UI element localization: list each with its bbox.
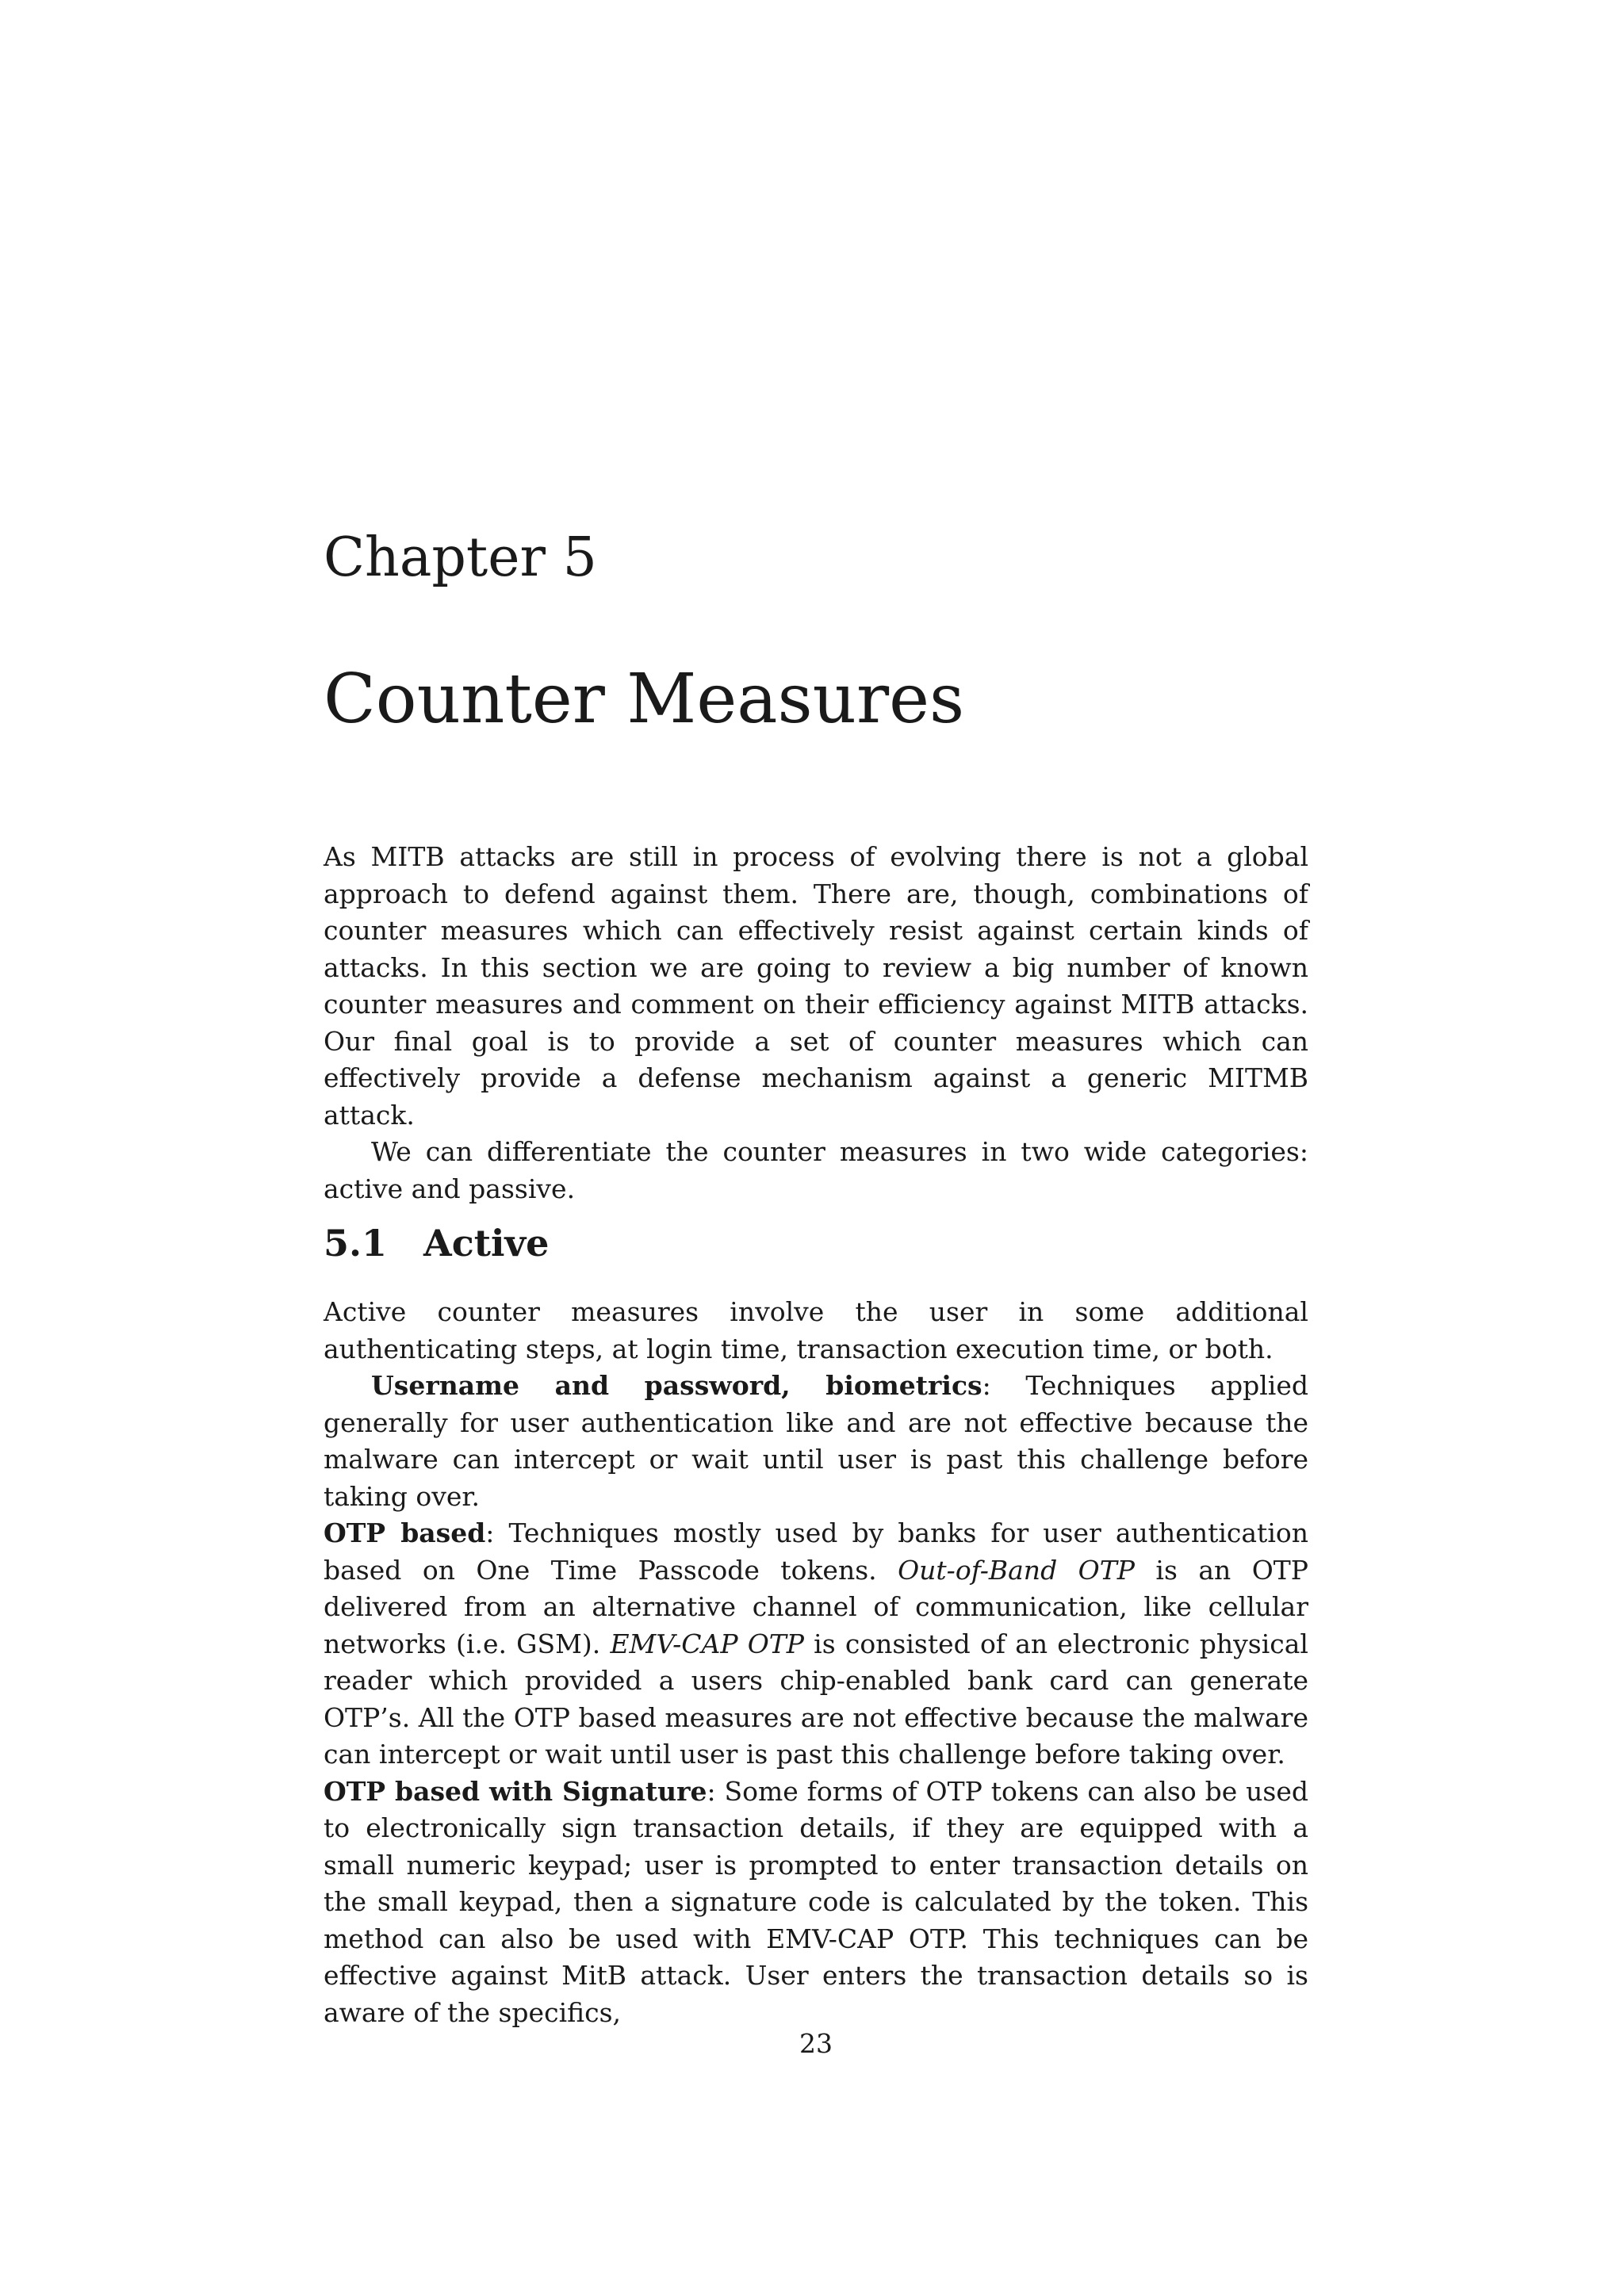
chapter-label: Chapter 5 [324, 526, 597, 589]
otp-term: OTP based [324, 1517, 486, 1548]
intro-paragraph: We can differentiate the counter measures in two wide categories: active and passive. [324, 1136, 1308, 1204]
signature-paragraph [324, 1774, 1308, 2032]
active-intro-paragraph: Active counter measures involve the user in some additional authenticating steps, at login time, transaction execution time, or both. [324, 1296, 1308, 1364]
active-section-body [324, 1294, 1308, 2031]
otp-text: is consisted of an electronic physical reader which provided a users chip-enabled bank card can generate OTP’s. All the OTP based measures are not effective because the malware can intercept or wait until user is past this challenge before taking over. [324, 1628, 1308, 1770]
otp-oob-term: Out-of-Band OTP [898, 1554, 1135, 1586]
section-title: Active [423, 1222, 550, 1265]
username-text: : Techniques applied generally for user authentication like and are not effective because the malware can intercept or wait until user is past this challenge before taking over. [324, 1370, 1308, 1512]
intro-paragraph: As MITB attacks are still in process of evolving there is not a global approach to defend against them. There are, though, combinations of counter measures which can effectively resist against certain kinds of attacks. In this section we are going to review a big number of known counter measures and comment on their efficiency against MITB attacks. Our final goal is to provide a set of counter measures which can effectively provide a defense mechanism against a generic MITMB attack. [324, 841, 1308, 1131]
section-heading [324, 1219, 549, 1267]
signature-term: OTP based with Signature [324, 1775, 707, 1807]
otp-text: : Techniques mostly used by banks for user authentication based on One Time Passcode tokens. [324, 1517, 1308, 1586]
document-page [324, 0, 1308, 2296]
otp-paragraph [324, 1515, 1308, 1774]
otp-text: is an OTP delivered from an alternative channel of communication, like cellular networks (i.e. GSM). [324, 1554, 1308, 1659]
chapter-title: Counter Measures [324, 660, 965, 739]
intro-text [324, 839, 1308, 1207]
section-number: 5.1 [324, 1222, 388, 1265]
signature-text: : Some forms of OTP tokens can also be used to electronically sign transaction details, if they are equipped with a small numeric keypad; user is prompted to enter transaction details on the small keypad, then a signature code is calculated by the token. This method can also be used with EMV-CAP OTP. This techniques can be effective against MitB attack. User enters the transaction details so is aware of the specifics, [324, 1775, 1308, 2028]
username-paragraph [324, 1368, 1308, 1515]
page-number: 23 [799, 2028, 833, 2059]
username-term: Username and password, biometrics [371, 1370, 982, 1401]
otp-emv-term: EMV-CAP OTP [610, 1628, 804, 1659]
